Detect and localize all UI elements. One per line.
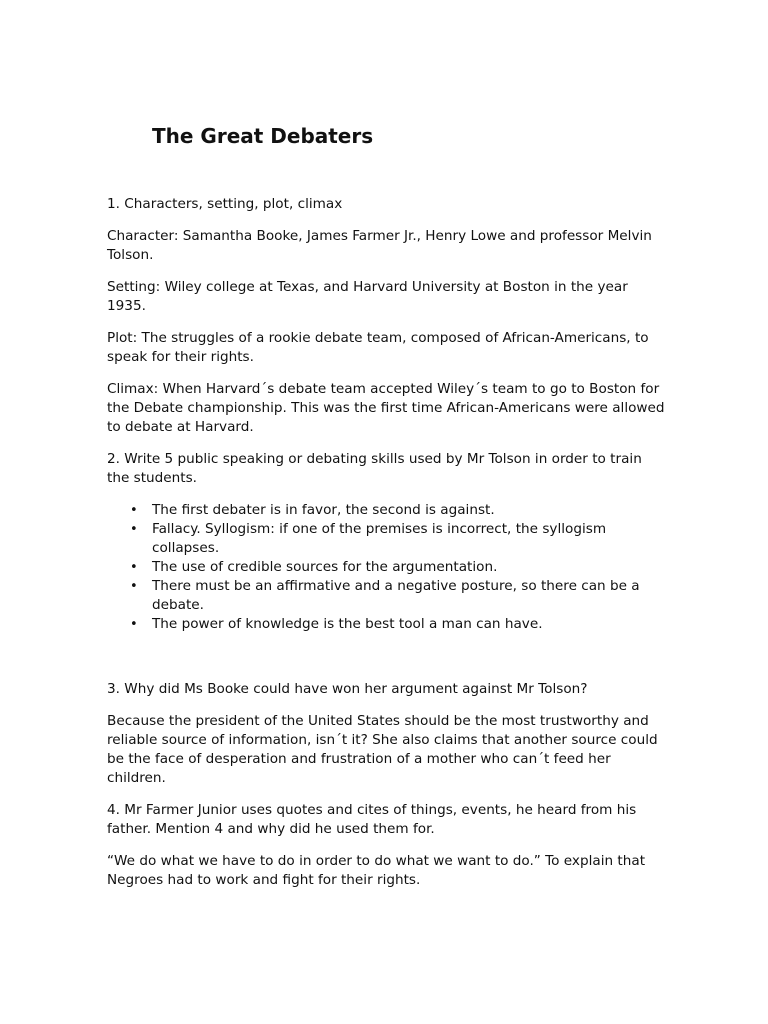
skill-text: The use of credible sources for the argumentation.: [152, 559, 498, 575]
setting-answer: Setting: Wiley college at Texas, and Harvard University at Boston in the year 1935.: [107, 279, 628, 314]
question-1: 1. Characters, setting, plot, climax: [107, 196, 343, 212]
skill-text: Fallacy. Syllogism: if one of the premises is incorrect, the syllogism collapses.: [152, 521, 607, 556]
document-body: [107, 195, 667, 903]
question-3: 3. Why did Ms Booke could have won her argument against Mr Tolson?: [107, 681, 588, 697]
list-item: [107, 615, 667, 634]
list-item: [107, 558, 667, 577]
question-4-answer: “We do what we have to do in order to do what we want to do.” To explain that Negroes had to work and fight for their rights.: [107, 853, 646, 888]
bullet-icon: •: [130, 503, 138, 518]
bullet-icon: •: [130, 579, 138, 594]
skills-list: [107, 501, 667, 634]
bullet-icon: •: [130, 617, 138, 632]
list-item: [107, 577, 667, 615]
question-4: 4. Mr Farmer Junior uses quotes and cites of things, events, he heard from his father. Mention 4 and why did he used them for.: [107, 802, 637, 837]
plot-answer: Plot: The struggles of a rookie debate team, composed of African-Americans, to speak for their rights.: [107, 330, 649, 365]
question-3-answer: Because the president of the United States should be the most trustworthy and reliable source of information, isn´t it? She also claims that another source could be the face of desperation and frustration of a mother who can´t feed her children.: [107, 713, 658, 786]
skill-text: The power of knowledge is the best tool a man can have.: [152, 616, 543, 632]
list-item: [107, 520, 667, 558]
characters-answer: Character: Samantha Booke, James Farmer Jr., Henry Lowe and professor Melvin Tolson.: [107, 228, 652, 263]
skill-text: The first debater is in favor, the second is against.: [152, 502, 495, 518]
document-title: The Great Debaters: [152, 124, 374, 148]
bullet-icon: •: [130, 522, 138, 537]
climax-answer: Climax: When Harvard´s debate team accepted Wiley´s team to go to Boston for the Debate championship. This was the first time African-Americans were allowed to debate at Harvard.: [107, 381, 665, 435]
list-item: [107, 501, 667, 520]
question-2: 2. Write 5 public speaking or debating skills used by Mr Tolson in order to train the students.: [107, 451, 642, 486]
skill-text: There must be an affirmative and a negative posture, so there can be a debate.: [152, 578, 640, 613]
bullet-icon: •: [130, 560, 138, 575]
